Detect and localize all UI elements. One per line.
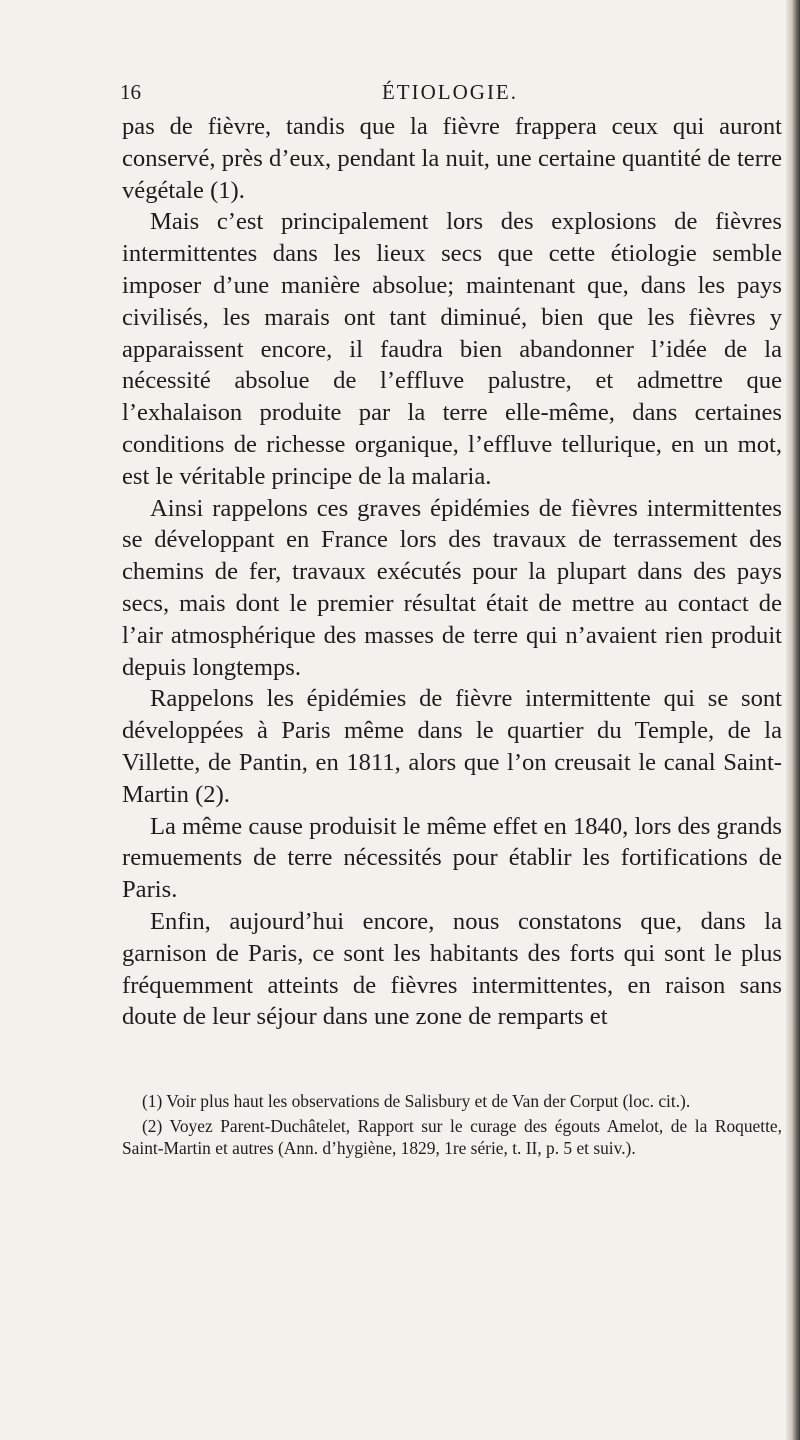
page-number: 16 [120,80,141,104]
footnotes [122,1090,782,1160]
page-header [120,80,780,114]
paragraph: La même cause produisit le même effet en 1840, lors des grands remuements de terre nécessités pour établir les fortifications de Paris. [122,812,782,904]
paragraph: pas de fièvre, tandis que la fièvre frappera ceux qui auront conservé, près d’eux, pendant la nuit, une certaine quantité de terre végétale (1). [122,113,782,204]
paragraph: Rappelons les épidémies de fièvre intermittente qui se sont développées à Paris même dans le quartier du Temple, de la Villette, de Pantin, en 1811, alors que l’on creusait le canal Saint-Martin (2). [122,685,782,808]
paragraph: Enfin, aujourd’hui encore, nous constatons que, dans la garnison de Paris, ce sont les habitants des forts qui sont le plus fréquemment atteints de fièvres intermittentes, en raison sans doute de leur séjour dans une zone de remparts et [122,907,782,1031]
paragraph: Mais c’est principalement lors des explosions de fièvres intermittentes dans les lieux secs que cette étiologie semble imposer d’une manière absolue; maintenant que, dans les pays civilisés, les marais ont tant diminué, bien que les fièvres y apparaissent encore, il faudra bien abandonner l’idée de la nécessité absolue de l’effluve palustre, et admettre que l’exhalaison produite par la terre elle-même, dans certaines conditions de richesse organique, l’effluve tellurique, en un mot, est le véritable principe de la malaria. [122,208,782,490]
running-head: ÉTIOLOGIE. [381,80,519,104]
footnote: (2) Voyez Parent-Duchâtelet, Rapport sur le curage des égouts Amelot, de la Roquette, Saint-Martin et autres (Ann. d’hygiène, 1829, 1re série, t. II, p. 5 et suiv.). [122,1115,782,1158]
body-text [122,111,782,1033]
paragraph: Ainsi rappelons ces graves épidémies de fièvres intermittentes se développant en France lors des travaux de terrassement des chemins de fer, travaux exécutés pour la plupart dans des pays secs, mais dont le premier résultat était de mettre au contact de l’air atmosphérique des masses de terre qui n’avaient rien produit depuis longtemps. [122,494,782,681]
page-edge-shadow [786,0,800,1440]
footnote: (1) Voir plus haut les observations de Salisbury et de Van der Corput (loc. cit.). [142,1091,691,1111]
